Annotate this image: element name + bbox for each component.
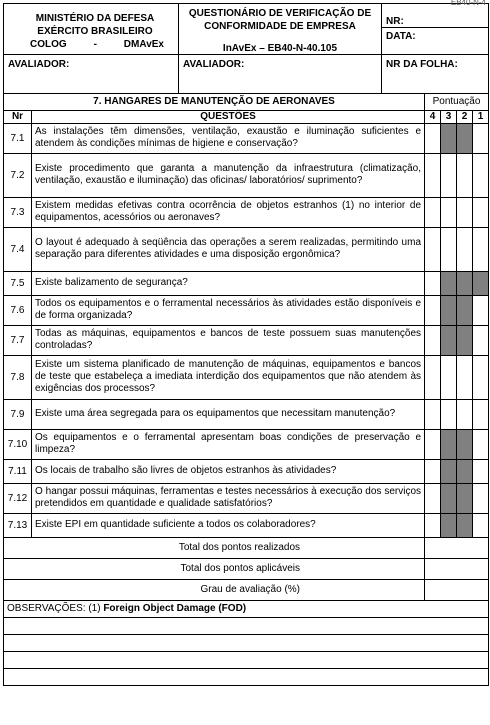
score-cell-4[interactable] [425, 429, 441, 459]
score-cell-3-disabled [441, 271, 457, 295]
question-text: Os locais de trabalho são livres de objetos estranhos às atividades? [32, 459, 425, 483]
score-cell-3-disabled [441, 295, 457, 325]
question-text: Existe EPI em quantidade suficiente a todos os colaboradores? [32, 513, 425, 537]
score-header: Pontuação [425, 94, 489, 110]
total-achieved-label: Total dos pontos realizados [4, 537, 425, 558]
score-cell-3[interactable] [441, 197, 457, 227]
question-row [4, 399, 489, 429]
score-cell-2-disabled [457, 513, 473, 537]
observations-line[interactable] [4, 668, 489, 685]
question-row [4, 271, 489, 295]
question-number: 7.10 [4, 429, 32, 459]
question-text: Existe balizamento de segurança? [32, 271, 425, 295]
question-number: 7.3 [4, 197, 32, 227]
score-cell-2-disabled [457, 325, 473, 355]
score-cell-1[interactable] [473, 123, 489, 153]
score-cell-2-disabled [457, 271, 473, 295]
evaluator-1-field[interactable]: AVALIADOR: [4, 55, 179, 94]
question-row [4, 227, 489, 271]
question-number: 7.4 [4, 227, 32, 271]
score-cell-1[interactable] [473, 429, 489, 459]
observations-line[interactable] [4, 634, 489, 651]
score-cell-1[interactable] [473, 483, 489, 513]
question-text: Os equipamentos e o ferramental apresentam boas condições de preservação e limpeza? [32, 429, 425, 459]
total-applicable-value[interactable] [425, 558, 489, 579]
score-cell-3[interactable] [441, 153, 457, 197]
question-number: 7.5 [4, 271, 32, 295]
question-text: O layout é adequado à seqüência das operações a serem realizadas, permitindo uma separação para diferentes atividades e uma disposição ergonômica? [32, 227, 425, 271]
column-score-4: 4 [425, 110, 441, 123]
question-number: 7.1 [4, 123, 32, 153]
column-nr: Nr [4, 110, 32, 123]
question-number: 7.6 [4, 295, 32, 325]
nr-field[interactable]: NR: [382, 4, 488, 28]
column-score-1: 1 [473, 110, 489, 123]
score-cell-1-disabled [473, 271, 489, 295]
org-army: EXÉRCITO BRASILEIRO [37, 26, 153, 37]
form-title: QUESTIONÁRIO DE VERIFICAÇÃO DE CONFORMIDADE DE EMPRESA [188, 8, 372, 32]
form-page [3, 0, 488, 686]
questions-table [3, 94, 489, 686]
score-cell-2-disabled [457, 295, 473, 325]
question-number: 7.11 [4, 459, 32, 483]
question-row [4, 459, 489, 483]
score-cell-4[interactable] [425, 295, 441, 325]
observations-field[interactable] [4, 600, 489, 617]
question-text: Todos os equipamentos e o ferramental necessários às atividades estão disponíveis e de forma organizada? [32, 295, 425, 325]
score-cell-4[interactable] [425, 325, 441, 355]
score-cell-1[interactable] [473, 355, 489, 399]
score-cell-1[interactable] [473, 295, 489, 325]
question-text: Existe uma área segregada para os equipamentos que necessitam manutenção? [32, 399, 425, 429]
section-title: 7. HANGARES DE MANUTENÇÃO DE AERONAVES [4, 94, 425, 110]
score-cell-3[interactable] [441, 227, 457, 271]
question-text: O hangar possui máquinas, ferramentas e testes necessários à execução dos serviços pretendidos em quantidade e qualidade satisfatórios? [32, 483, 425, 513]
score-cell-3[interactable] [441, 355, 457, 399]
question-number: 7.7 [4, 325, 32, 355]
score-cell-4[interactable] [425, 513, 441, 537]
total-achieved-row [4, 537, 489, 558]
nr-date-block [382, 4, 489, 55]
score-cell-4[interactable] [425, 483, 441, 513]
score-cell-3-disabled [441, 325, 457, 355]
score-cell-4[interactable] [425, 227, 441, 271]
observations-line[interactable] [4, 651, 489, 668]
score-cell-3[interactable] [441, 399, 457, 429]
score-cell-3-disabled [441, 459, 457, 483]
column-score-2: 2 [457, 110, 473, 123]
question-text: As instalações têm dimensões, ventilação, exaustão e iluminação suficientes e atendem às condições mínimas de higiene e conservação? [32, 123, 425, 153]
evaluation-grade-label: Grau de avaliação (%) [4, 579, 425, 600]
org-department: COLOG - DMAvEx [30, 39, 164, 50]
score-cell-2-disabled [457, 459, 473, 483]
question-text: Existe procedimento que garanta a manutenção da infraestrutura (climatização, ventilação, exaustão e iluminação) das oficinas/ laboratórios/ suprimento? [32, 153, 425, 197]
score-cell-4[interactable] [425, 197, 441, 227]
question-text: Existem medidas efetivas contra ocorrência de objetos estranhos (1) no interior de equipamentos, acessórios ou aeronaves? [32, 197, 425, 227]
question-text: Existe um sistema planificado de manutenção de máquinas, equipamentos e bancos de teste que estabeleça a imediata interdição dos equipamentos que não atendem às exigências dos processos? [32, 355, 425, 399]
observations-label: OBSERVAÇÕES: (1) [7, 602, 101, 614]
score-cell-1[interactable] [473, 153, 489, 197]
question-number: 7.2 [4, 153, 32, 197]
question-row [4, 153, 489, 197]
observations-term: Foreign Object Damage (FOD) [103, 602, 247, 614]
question-number: 7.9 [4, 399, 32, 429]
organization-block [4, 4, 179, 55]
score-cell-1[interactable] [473, 227, 489, 271]
question-row [4, 483, 489, 513]
date-field[interactable]: DATA: [386, 31, 416, 42]
form-code: InAvEx – EB40-N-40.105 [222, 43, 338, 54]
score-cell-1[interactable] [473, 459, 489, 483]
score-cell-4[interactable] [425, 355, 441, 399]
score-cell-3-disabled [441, 429, 457, 459]
score-cell-1[interactable] [473, 399, 489, 429]
evaluation-grade-row [4, 579, 489, 600]
total-applicable-row [4, 558, 489, 579]
score-cell-4[interactable] [425, 123, 441, 153]
score-cell-1[interactable] [473, 325, 489, 355]
total-applicable-label: Total dos pontos aplicáveis [4, 558, 425, 579]
score-cell-2-disabled [457, 483, 473, 513]
total-achieved-value[interactable] [425, 537, 489, 558]
score-cell-4[interactable] [425, 459, 441, 483]
column-questions: QUESTÕES [32, 110, 425, 123]
score-cell-2-disabled [457, 429, 473, 459]
score-cell-2[interactable] [457, 153, 473, 197]
question-number: 7.8 [4, 355, 32, 399]
column-score-3: 3 [441, 110, 457, 123]
score-cell-3-disabled [441, 123, 457, 153]
score-cell-1[interactable] [473, 513, 489, 537]
score-cell-4[interactable] [425, 271, 441, 295]
score-cell-2[interactable] [457, 355, 473, 399]
score-cell-2[interactable] [457, 227, 473, 271]
question-row [4, 513, 489, 537]
question-row [4, 429, 489, 459]
observations-row [4, 600, 489, 617]
evaluator-2-field[interactable]: AVALIADOR: [179, 55, 382, 94]
evaluation-grade-value[interactable] [425, 579, 489, 600]
sheet-number-field[interactable]: NR DA FOLHA: [382, 55, 489, 94]
org-ministry: MINISTÉRIO DA DEFESA [35, 13, 155, 24]
question-row [4, 123, 489, 153]
question-row [4, 355, 489, 399]
score-cell-4[interactable] [425, 153, 441, 197]
question-row [4, 295, 489, 325]
score-cell-2[interactable] [457, 399, 473, 429]
question-number: 7.13 [4, 513, 32, 537]
corner-reference: EB40-N-4 [450, 0, 486, 7]
score-cell-3-disabled [441, 483, 457, 513]
question-number: 7.12 [4, 483, 32, 513]
question-text: Todas as máquinas, equipamentos e bancos de teste possuem suas manutenções controladas? [32, 325, 425, 355]
score-cell-3-disabled [441, 513, 457, 537]
title-block [179, 4, 382, 55]
form-header [3, 3, 489, 94]
score-cell-2-disabled [457, 123, 473, 153]
score-cell-4[interactable] [425, 399, 441, 429]
observations-line[interactable] [4, 617, 489, 634]
score-cell-2[interactable] [457, 197, 473, 227]
score-cell-1[interactable] [473, 197, 489, 227]
question-row [4, 197, 489, 227]
question-row [4, 325, 489, 355]
